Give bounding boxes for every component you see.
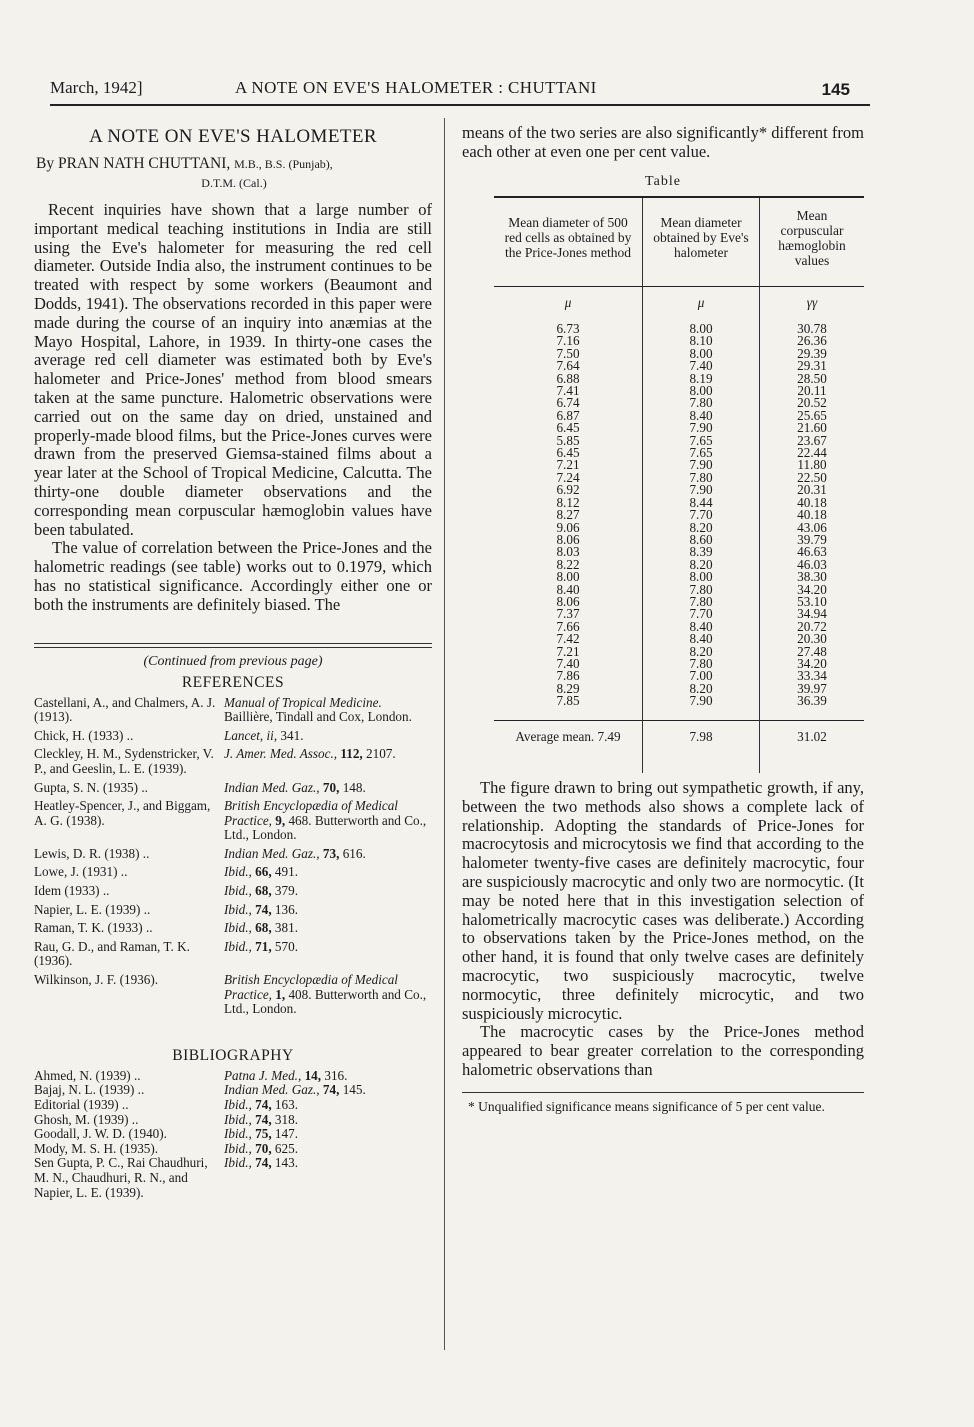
price-jones-cell: 8.22: [494, 559, 643, 571]
reference-pages: 468.: [288, 812, 312, 828]
bibliography-journal: Indian Med. Gaz.,: [224, 1082, 320, 1098]
mch-cell: 21.60: [797, 420, 827, 436]
mch-cell: 29.39: [797, 345, 827, 361]
price-jones-cell: 8.27: [494, 509, 643, 521]
right-column: [462, 124, 864, 1115]
bibliography-authors: Goodall, J. W. D. (1940).: [34, 1126, 167, 1142]
bibliography-volume: 14,: [304, 1067, 322, 1083]
halometer-cell: 8.40: [643, 633, 760, 645]
reference-item: [34, 795, 432, 843]
reference-source: [224, 969, 432, 1017]
reference-source: [224, 861, 432, 880]
by-label: By: [36, 155, 55, 172]
average-label: Average mean.: [515, 728, 595, 744]
header-rule: [50, 104, 870, 106]
continued-paragraph: means of the two series are also significantly* different from each other at even one per cent value.: [462, 123, 864, 161]
reference-source: [224, 880, 432, 899]
bibliography-journal: Ibid.,: [224, 1140, 252, 1156]
bibliography-pages: 625.: [274, 1140, 298, 1156]
reference-item: [34, 899, 432, 918]
reference-pages: 570.: [274, 938, 298, 954]
footnote-rule: [462, 1092, 864, 1093]
paragraph-1: Recent inquiries have shown that a large number of important medical teaching institutions in India are still using the Eve's halometer for measuring the red cell diameter. Outside India also, the instrument continues to be treated with respect by some workers (Beaumont and Dodds, 1941). The observations recorded in this paper were made during the course of an inquiry into anæmias at the Mayo Hospital, Lahore, in 1939. In thirty-one cases the average red cell diameter was estimated both by Eve's halometer and Price-Jones' method from blood smears taken at the same puncture. Halometric observations were carried out on the same day on dried, unstained and properly-made blood films, but the Price-Jones curves were drawn from the preserved Giemsa-stained films about a year later at the School of Tropical Medicine, Calcutta. The thirty-one double diameter observations and the corresponding mean corpuscular hæmoglobin values have been tabulated.: [34, 200, 432, 539]
bibliography-source: [224, 1069, 432, 1084]
reference-journal: Lancet, ii,: [224, 727, 278, 743]
header-price-jones: Mean diameter of 500 red cells as obtained by the Price-Jones method: [494, 197, 643, 287]
mch-cell: 43.06: [797, 519, 827, 535]
halometer-cell: 8.39: [643, 546, 760, 558]
mch-cell: 46.63: [797, 544, 827, 560]
mch-cell: 11.80: [797, 457, 827, 473]
mch-cell: 46.03: [797, 556, 827, 572]
page-number: 145: [821, 80, 850, 99]
mch-cell: 30.78: [797, 321, 827, 336]
bibliography-item: [34, 1069, 432, 1084]
bibliography-pages: 163.: [274, 1097, 298, 1112]
bibliography-item: [34, 1142, 432, 1157]
reference-source: [224, 696, 432, 725]
price-jones-cell: 6.92: [494, 484, 643, 496]
halometer-cell: 7.90: [643, 484, 760, 496]
reference-pages: 381.: [274, 920, 298, 936]
bibliography-source: [224, 1083, 432, 1098]
halometer-cell: 7.80: [643, 596, 760, 608]
halometer-cell: 7.80: [643, 397, 760, 409]
average-halometer: 7.98: [643, 720, 760, 773]
halometer-cell: 8.60: [643, 534, 760, 546]
reference-authors: Lowe, J. (1931) ..: [34, 864, 128, 880]
reference-pages: 408.: [288, 986, 312, 1002]
mch-cell: 29.31: [797, 358, 827, 374]
bibliography-journal: Patna J. Med.,: [224, 1067, 302, 1083]
bibliography-source: [224, 1113, 432, 1128]
reference-journal: Indian Med. Gaz.,: [224, 845, 320, 861]
average-mch: 31.02: [760, 720, 865, 773]
bibliography-item: [34, 1113, 432, 1128]
bibliography-volume: 74,: [255, 1155, 272, 1171]
bibliography-item: [34, 1127, 432, 1142]
mch-cell: 20.52: [797, 395, 827, 411]
mch-cell: 22.50: [797, 469, 827, 485]
reference-volume: 68,: [255, 883, 272, 899]
reference-journal: Manual of Tropical Medicine.: [224, 694, 382, 710]
footnote: * Unqualified significance means significance of 5 per cent value.: [468, 1098, 825, 1114]
bibliography-journal: Ibid.,: [224, 1111, 252, 1127]
reference-journal: Indian Med. Gaz.,: [224, 779, 320, 795]
mch-cell: 25.65: [797, 407, 827, 423]
bibliography-authors: Sen Gupta, P. C., Rai Chaudhuri, M. N., Chaudhuri, R. N., and Napier, L. E. (1939).: [34, 1155, 208, 1200]
paragraph-2: The value of correlation between the Price-Jones and the halometric readings (see table) works out to 0.1979, which has no statistical significance. Accordingly either one or both the instruments are definitely biased. The: [34, 538, 432, 614]
price-jones-cell: 7.37: [494, 608, 643, 620]
mch-cell: 40.18: [797, 507, 827, 523]
bibliography-journal: Ibid.,: [224, 1126, 252, 1142]
paragraph-4: The macrocytic cases by the Price-Jones method appeared to bear greater correlation to the corresponding halometric observations than: [462, 1022, 864, 1079]
issue-date: March, 1942]: [50, 78, 143, 97]
reference-volume: 1,: [275, 986, 286, 1002]
price-jones-cell: 8.06: [494, 534, 643, 546]
price-jones-cell: 7.21: [494, 646, 643, 658]
bibliography-authors: Ghosh, M. (1939) ..: [34, 1111, 139, 1127]
reference-authors: Chick, H. (1933) ..: [34, 727, 134, 743]
reference-authors: Napier, L. E. (1939) ..: [34, 901, 151, 917]
reference-pages: 379.: [274, 883, 298, 899]
bibliography-authors: Ahmed, N. (1939) ..: [34, 1067, 141, 1083]
price-jones-cell: 7.42: [494, 633, 643, 645]
bibliography-title: BIBLIOGRAPHY: [172, 1046, 294, 1064]
price-jones-cell: 7.86: [494, 670, 643, 682]
price-jones-cell: 6.45: [494, 422, 643, 434]
bibliography-volume: 74,: [255, 1111, 272, 1127]
price-jones-cell: 7.50: [494, 348, 643, 360]
header-mch: Mean corpuscular hæmoglobin values: [760, 197, 865, 287]
bibliography-pages: 147.: [274, 1126, 298, 1142]
mch-cell: 38.30: [797, 569, 827, 585]
price-jones-cell: 8.03: [494, 546, 643, 558]
reference-volume: 74,: [255, 901, 272, 917]
price-jones-cell: 8.00: [494, 571, 643, 583]
reference-item: [34, 725, 432, 744]
reference-journal: British Encyclopædia of Medical Practice,: [224, 972, 398, 1002]
reference-volume: 68,: [255, 920, 272, 936]
reference-source: [224, 899, 432, 918]
bibliography-volume: 74,: [255, 1097, 272, 1112]
reference-journal: Ibid.,: [224, 938, 252, 954]
mch-cell: 39.97: [797, 680, 827, 696]
reference-volume: 66,: [255, 864, 272, 880]
bibliography-pages: 316.: [324, 1067, 348, 1083]
unit-cell: μ: [494, 286, 643, 323]
halometer-cell: 7.65: [643, 435, 760, 447]
halometer-cell: 8.00: [643, 323, 760, 335]
mch-cell: 34.20: [797, 581, 827, 597]
reference-item: [34, 743, 432, 776]
reference-authors: Idem (1933) ..: [34, 883, 110, 899]
reference-volume: 73,: [322, 845, 340, 861]
halometer-cell: 8.44: [643, 497, 760, 509]
reference-item: [34, 936, 432, 969]
author-diploma: D.T.M. (Cal.): [201, 176, 267, 190]
reference-journal: J. Amer. Med. Assoc.,: [224, 746, 338, 762]
reference-source: [224, 777, 432, 796]
reference-authors: Heatley-Spencer, J., and Biggam, A. G. (1938).: [34, 798, 211, 828]
mch-cell: 20.30: [797, 631, 827, 647]
halometer-cell: 7.80: [643, 472, 760, 484]
halometer-cell: 8.10: [643, 335, 760, 347]
reference-volume: 112,: [340, 746, 363, 762]
reference-volume: 71,: [255, 938, 272, 954]
reference-journal: Ibid.,: [224, 864, 252, 880]
reference-item: [34, 861, 432, 880]
reference-publisher: Butterworth and Co., Ltd., London.: [224, 812, 427, 843]
units-row: [494, 286, 864, 323]
bibliography-volume: 74,: [322, 1082, 340, 1098]
bibliography-item: [34, 1098, 432, 1113]
reference-pages: 2107.: [366, 746, 396, 762]
reference-journal: Ibid.,: [224, 883, 252, 899]
bibliography-item: [34, 1083, 432, 1098]
halometer-cell: 8.19: [643, 373, 760, 385]
mch-cell: 40.18: [797, 494, 827, 510]
price-jones-cell: 7.85: [494, 695, 643, 720]
halometer-cell: 8.20: [643, 683, 760, 695]
halometer-cell: 8.00: [643, 348, 760, 360]
mch-cell: 33.34: [797, 668, 827, 684]
price-jones-cell: 6.73: [494, 323, 643, 335]
mch-cell: 23.67: [797, 432, 827, 448]
halometer-cell: 8.00: [643, 385, 760, 397]
price-jones-cell: 7.40: [494, 658, 643, 670]
price-jones-cell: 7.41: [494, 385, 643, 397]
price-jones-cell: 6.88: [494, 373, 643, 385]
price-jones-cell: 7.66: [494, 621, 643, 633]
section-rule: [34, 643, 432, 648]
halometer-cell: 8.20: [643, 559, 760, 571]
price-jones-cell: 6.74: [494, 397, 643, 409]
price-jones-cell: 8.40: [494, 584, 643, 596]
reference-volume: 9,: [275, 812, 286, 828]
reference-item: [34, 969, 432, 1017]
data-table: [494, 196, 864, 773]
average-row: [494, 720, 864, 773]
reference-pages: 491.: [274, 864, 298, 880]
bibliography-authors: Editorial (1939) ..: [34, 1097, 129, 1112]
halometer-cell: 7.80: [643, 658, 760, 670]
halometer-cell: 7.90: [643, 459, 760, 471]
running-title: A NOTE ON EVE'S HALOMETER : CHUTTANI: [235, 78, 597, 97]
halometer-cell: 8.40: [643, 621, 760, 633]
halometer-cell: 7.65: [643, 447, 760, 459]
halometer-cell: 8.20: [643, 646, 760, 658]
halometer-cell: 7.90: [643, 422, 760, 434]
paragraph-3: The figure drawn to bring out sympathetic growth, if any, between the two methods also shows a complete lack of relationship. Adopting the standards of Price-Jones for macrocytosis and microcytosis we find that according to the halometer twenty-five cases are definitely macrocytic, four are suspiciously macrocytic and only two are normocytic. (It may be noted here that in this investigation selection of halometrically macrocytic cases was deliberate.) According to observations taken by the Price-Jones method, on the other hand, it is found that only twelve cases are definitely macrocytic, two suspiciously macrocytic, twelve normocytic, three definitely microcytic, and two suspiciously microcytic.: [462, 778, 864, 1023]
mch-cell: 53.10: [797, 593, 827, 609]
bibliography-authors: Mody, M. S. H. (1935).: [34, 1140, 159, 1156]
mch-cell: 22.44: [797, 445, 827, 461]
author-name: PRAN NATH CHUTTANI,: [57, 155, 231, 172]
price-jones-cell: 7.24: [494, 472, 643, 484]
reference-publisher: Baillière, Tindall and Cox, London.: [224, 709, 412, 725]
reference-authors: Castellani, A., and Chalmers, A. J. (1913).: [34, 694, 216, 725]
reference-journal: Ibid.,: [224, 901, 252, 917]
mch-cell: 20.11: [797, 383, 827, 399]
unit-cell: μ: [643, 286, 760, 323]
bibliography-source: [224, 1142, 432, 1157]
bibliography-volume: 75,: [255, 1126, 272, 1142]
references-list: [34, 696, 432, 1017]
bibliography-source: [224, 1098, 432, 1113]
price-jones-cell: 6.45: [494, 447, 643, 459]
reference-authors: Cleckley, H. M., Sydenstricker, V. P., and Geeslin, L. E. (1939).: [34, 746, 214, 776]
average-price-jones-value: 7.49: [597, 728, 621, 744]
byline: [34, 154, 432, 193]
price-jones-cell: 6.87: [494, 410, 643, 422]
price-jones-cell: 8.29: [494, 683, 643, 695]
halometer-cell: 8.40: [643, 410, 760, 422]
reference-source: [224, 743, 432, 776]
price-jones-cell: 7.21: [494, 459, 643, 471]
price-jones-cell: 9.06: [494, 522, 643, 534]
reference-journal: British Encyclopædia of Medical Practice,: [224, 798, 398, 828]
mch-cell: 27.48: [797, 643, 827, 659]
average-price-jones: [494, 720, 643, 773]
mch-cell: 20.72: [797, 618, 827, 634]
bibliography-pages: 145.: [342, 1082, 366, 1098]
article-title: A NOTE ON EVE'S HALOMETER: [89, 126, 377, 147]
reference-source: [224, 725, 432, 744]
bibliography-item: [34, 1156, 432, 1200]
price-jones-cell: 8.12: [494, 497, 643, 509]
mch-cell: 26.36: [797, 333, 827, 349]
bibliography-authors: Bajaj, N. L. (1939) ..: [34, 1082, 145, 1098]
reference-pages: 148.: [342, 779, 366, 795]
continued-note: (Continued from previous page): [143, 653, 323, 669]
price-jones-cell: 5.85: [494, 435, 643, 447]
header-halometer: Mean diameter obtained by Eve's halometer: [643, 197, 760, 287]
reference-authors: Wilkinson, J. F. (1936).: [34, 972, 159, 988]
bibliography-journal: Ibid.,: [224, 1097, 252, 1112]
mch-cell: 36.39: [797, 693, 827, 709]
halometer-cell: 7.40: [643, 360, 760, 372]
reference-item: [34, 843, 432, 862]
reference-journal: Ibid.,: [224, 920, 252, 936]
reference-item: [34, 777, 432, 796]
mch-cell: 39.79: [797, 531, 827, 547]
reference-authors: Raman, T. K. (1933) ..: [34, 920, 153, 936]
reference-publisher: Butterworth and Co., Ltd., London.: [224, 986, 427, 1017]
reference-authors: Rau, G. D., and Raman, T. K. (1936).: [34, 938, 190, 969]
price-jones-cell: 7.64: [494, 360, 643, 372]
reference-pages: 136.: [274, 901, 298, 917]
table-row: [494, 695, 864, 720]
price-jones-cell: 8.06: [494, 596, 643, 608]
halometer-cell: 7.70: [643, 608, 760, 620]
halometer-cell: 7.00: [643, 670, 760, 682]
halometer-cell: 7.90: [643, 695, 760, 720]
bibliography-pages: 143.: [274, 1155, 298, 1171]
halometer-cell: 7.80: [643, 584, 760, 596]
bibliography-pages: 318.: [274, 1111, 298, 1127]
left-column: [34, 124, 432, 1200]
bibliography-list: [34, 1069, 432, 1200]
reference-pages: 341.: [280, 727, 304, 743]
column-divider: [444, 118, 445, 1350]
mch-cell: 20.31: [797, 482, 827, 498]
reference-item: [34, 880, 432, 899]
bibliography-volume: 70,: [255, 1140, 272, 1156]
price-jones-cell: 7.16: [494, 335, 643, 347]
reference-pages: 616.: [342, 845, 366, 861]
reference-authors: Gupta, S. N. (1935) ..: [34, 779, 148, 795]
mch-cell: 34.20: [797, 655, 827, 671]
reference-item: [34, 696, 432, 725]
page-header: [50, 78, 920, 104]
halometer-cell: 8.00: [643, 571, 760, 583]
reference-source: [224, 917, 432, 936]
unit-cell: γγ: [806, 294, 818, 310]
references-title: REFERENCES: [181, 673, 285, 691]
table-caption: Table: [645, 173, 681, 189]
reference-source: [224, 795, 432, 843]
mch-cell: 28.50: [797, 370, 827, 386]
mch-cell: 34.94: [797, 606, 827, 622]
halometer-cell: 7.70: [643, 509, 760, 521]
reference-authors: Lewis, D. R. (1938) ..: [34, 845, 150, 861]
reference-item: [34, 917, 432, 936]
bibliography-source: [224, 1127, 432, 1142]
reference-volume: 70,: [322, 779, 340, 795]
halometer-cell: 8.20: [643, 522, 760, 534]
bibliography-journal: Ibid.,: [224, 1155, 252, 1171]
reference-source: [224, 843, 432, 862]
bibliography-source: [224, 1156, 432, 1200]
reference-source: [224, 936, 432, 969]
author-qualifications: M.B., B.S. (Punjab),: [234, 157, 333, 171]
